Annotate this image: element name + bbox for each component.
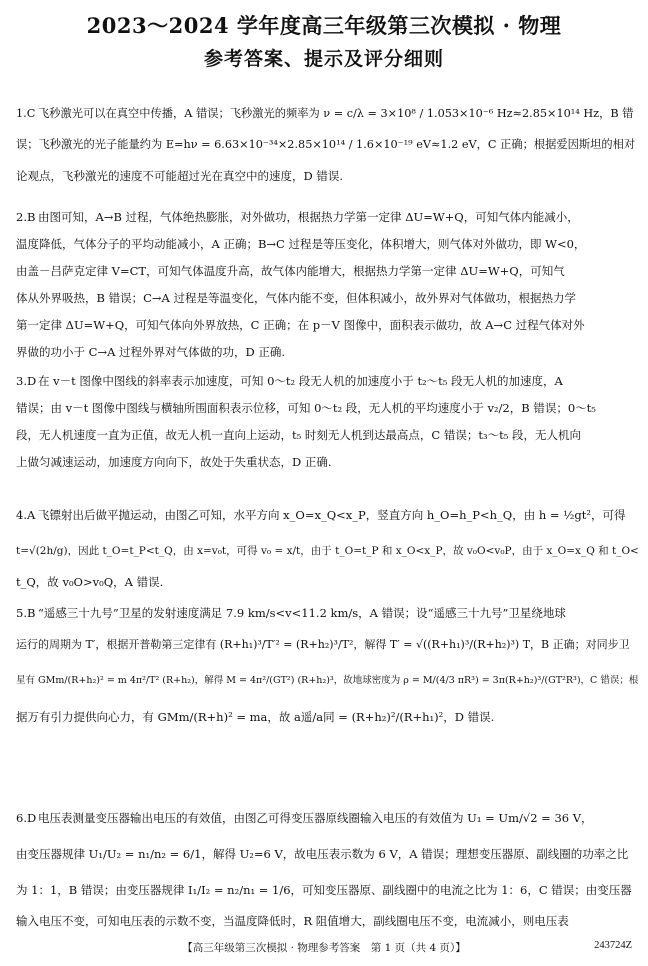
answer-3 (16, 368, 640, 476)
answer-line: 上做匀减速运动，加速度方向向下，故处于失重状态，D 正确. (16, 455, 332, 469)
answer-text: 飞镖射出后做平抛运动，由图乙可知，水平方向 x_O=x_Q<x_P，竖直方向 h_O=h_P<h_Q，由 h = ½gt²，可得 (38, 508, 626, 522)
answer-number: 4.A (16, 508, 36, 522)
answer-1 (16, 100, 640, 190)
answer-line: 据万有引力提供向心力，有 GMm/(R+h)² = ma，故 a遥/a同 = (R+h₂)²/(R+h₁)²，D 错误. (16, 710, 495, 724)
document-subtitle: 参考答案、提示及评分细则 (203, 48, 444, 70)
answer-text: 电压表测量变压器输出电压的有效值，由图乙可得变压器原线圈输入电压的有效值为 U₁ = Um/√2 = 36 V， (38, 811, 593, 825)
answer-line (16, 100, 640, 127)
answer-number: 5.B (16, 606, 36, 620)
answer-line: 第一定律 ΔU=W+Q，可知气体向外界放热，C 正确；在 p－V 图像中，面积表示做功，故 A→C 过程气体对外 (16, 318, 585, 332)
answer-line: 运行的周期为 T′，根据开普勒第三定律有 (R+h₁)³/T′² = (R+h₂)³/T²，解得 T′ = √((R+h₁)³/(R+h₂)³) T，B 正确；对同步卫 (16, 638, 630, 651)
footer-page-info: 【高三年级第三次模拟 · 物理参考答案 第 1 页（共 4 页）】 (182, 942, 466, 954)
answer-line: 误；飞秒激光的光子能量约为 E=hν = 6.63×10⁻³⁴×2.85×10¹⁴ / 1.6×10⁻¹⁹ eV≈1.2 eV，C 正确；根据爱因斯坦的相对 (16, 138, 636, 151)
answer-5 (16, 600, 640, 735)
answer-line: 体从外界吸热，B 错误；C→A 过程是等温变化，气体内能不变，但体积减小，故外界对气体做功，根据热力学 (16, 291, 576, 305)
answer-line: t=√(2h/g)，因此 t_O=t_P<t_Q，由 x=v₀t，可得 v₀ = x/t，由于 t_O=t_P 和 x_O<x_P，故 v₀O<v₀P，由于 x_O=x_Q 和 t_O< (16, 545, 639, 557)
answer-6 (16, 800, 640, 935)
answer-line: 由变压器规律 U₁/U₂ = n₁/n₂ = 6/1，解得 U₂=6 V，故电压表示数为 6 V，A 错误；理想变压器原、副线圈的功率之比 (16, 847, 629, 861)
answer-text: “遥感三十九号”卫星的发射速度满足 7.9 km/s<v<11.2 km/s，A 错误；设“遥感三十九号”卫星绕地球 (38, 606, 566, 620)
answer-text: 飞秒激光可以在真空中传播，A 错误；飞秒激光的频率为 ν = c/λ = 3×10⁸ / 1.053×10⁻⁶ Hz≈2.85×10¹⁴ Hz，B 错 (38, 107, 634, 120)
answer-4 (16, 497, 640, 596)
answer-line: 输入电压不变，可知电压表的示数不变，当温度降低时，R 阻值增大，副线圈电压不变，电流减小，则电压表 (16, 914, 569, 928)
answer-text: 在 v－t 图像中图线的斜率表示加速度，可知 0～t₂ 段无人机的加速度小于 t₂～t₅ 段无人机的加速度，A (38, 374, 563, 388)
answer-line (16, 204, 640, 231)
answer-line: 为 1：1，B 错误；由变压器规律 I₁/I₂ = n₂/n₁ = 1/6，可知变压器原、副线圈中的电流之比为 1：6，C 错误；由变压器 (16, 883, 632, 897)
footer-code: 243724Z (594, 940, 632, 951)
answer-line: 星有 GMm/(R+h₂)² = m 4π²/T² (R+h₂)，解得 M = 4π²/(GT²) (R+h₂)³，故地球密度为 ρ = M/(4/3 πR³) = 3π(R+h₂)³/(GT²R³)，C 错误；根 (16, 675, 639, 686)
answer-number: 6.D (16, 811, 37, 825)
answer-line (16, 800, 640, 836)
document-title: 2023～2024 学年度高三年级第三次模拟 · 物理 (86, 13, 562, 38)
answer-line: t_Q，故 v₀O>v₀Q，A 错误. (16, 575, 164, 589)
answer-line (16, 368, 640, 395)
answer-number: 3.D (16, 374, 37, 388)
answer-line: 段，无人机速度一直为正值，故无人机一直向上运动，t₅ 时刻无人机到达最高点，C 错误；t₃～t₅ 段，无人机向 (16, 428, 581, 442)
answer-number: 2.B (16, 210, 36, 224)
answer-line: 温度降低，气体分子的平均动能减小，A 正确；B→C 过程是等压变化，体积增大，则气体对外做功，即 W<0， (16, 237, 586, 251)
answer-2 (16, 204, 640, 366)
answer-line: 界做的功小于 C→A 过程外界对气体做的功，D 正确. (16, 345, 286, 359)
answer-line (16, 600, 640, 627)
answer-line: 论观点，飞秒激光的速度不可能超过光在真空中的速度，D 错误. (16, 169, 344, 183)
answer-line (16, 497, 640, 533)
answer-line: 由盖－吕萨克定律 V=CT，可知气体温度升高，故气体内能增大，根据热力学第一定律 ΔU=W+Q，可知气 (16, 264, 565, 278)
answer-line: 错误；由 v－t 图像中图线与横轴所围面积表示位移，可知 0～t₂ 段，无人机的平均速度小于 v₂/2，B 错误；0～t₅ (16, 401, 596, 415)
answer-number: 1.C (16, 107, 36, 120)
answer-text: 由图可知，A→B 过程，气体绝热膨胀，对外做功，根据热力学第一定律 ΔU=W+Q，可知气体内能减小， (38, 210, 579, 224)
